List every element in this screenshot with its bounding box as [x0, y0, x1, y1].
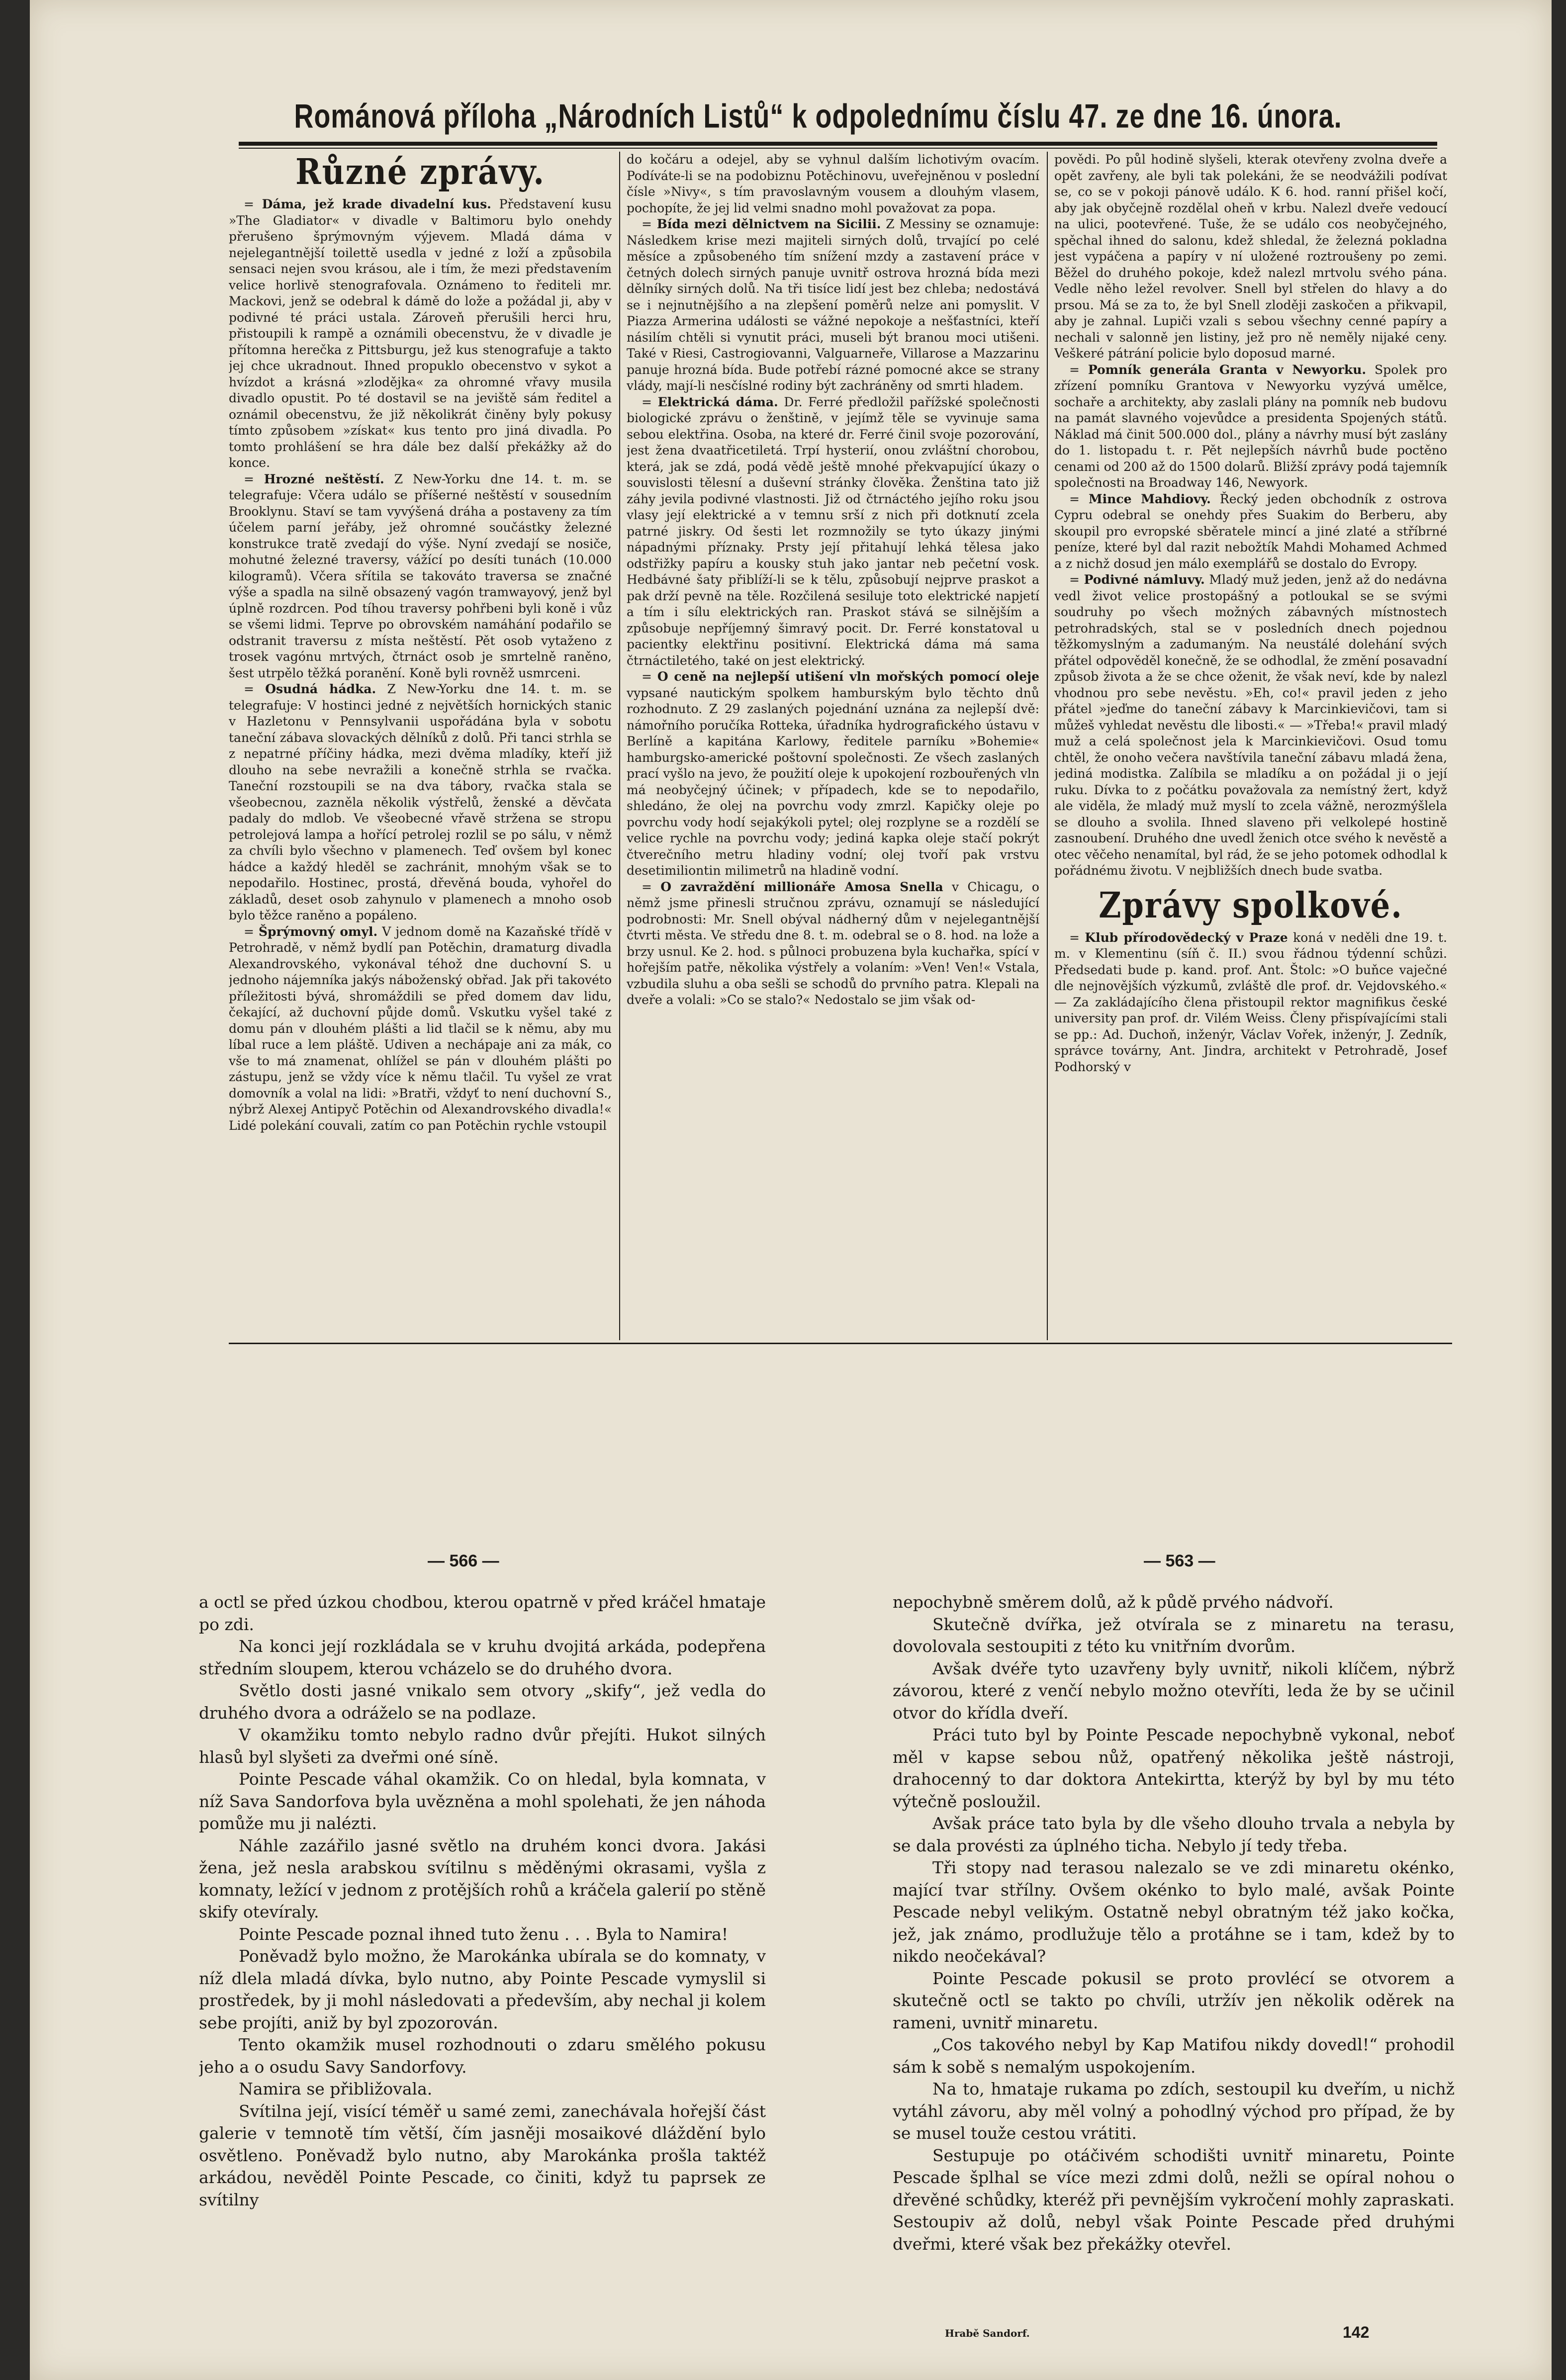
- news-item: [1054, 930, 1447, 1076]
- news-item: [229, 924, 612, 1134]
- item-dash: =: [1069, 362, 1088, 377]
- novel-paragraph: Poněvadž bylo možno, že Marokánka ubírala se do komnaty, v níž dlela mladá dívka, bylo nutno, aby Pointe Pescade vymyslil si prostředek, by ji mohl následovati a především, aby nechal ji kolem sebe projíti, aniž by byl zpozorován.: [199, 1946, 766, 2032]
- news-item: [229, 471, 612, 682]
- news-item-title: Šprýmovný omyl.: [259, 924, 378, 939]
- news-column-3: [1054, 152, 1447, 1340]
- novel-paragraph: „Cos takového nebyl by Kap Matifou nikdy dovedl!“ prohodil sám k sobě s nemalým uspokojením.: [893, 2035, 1455, 2077]
- novel-paragraph: Tři stopy nad terasou nalezalo se ve zdi minaretu okénko, mající tvar střílny. Ovšem okénko to bylo malé, avšak Pointe Pescade nebyl velikým. Ostatně nebyl obratným též jako kočka, jež, jak známo, prodlužuje tělo a protáhne se i tam, kdež by to nikdo neočekával?: [893, 1858, 1455, 1966]
- news-item-text: V jednom domě na Kazaňské třídě v Petrohradě, v němž bydlí pan Potěchin, dramaturg divadla Alexandrovského, vykonával téhož dne duchovní S. u jednoho nájemníka jakýs náboženský obřad. Jak při takovéto příležitosti bývá, shromáždili se před domem dav lidu, čekající, až duchovní půjde domů. Vskutku vyšel také z domu pán v dlouhém plášti a lid tlačil se k němu, aby mu líbal ruce a lem pláště. Udiven a nechápaje ani za mák, co vše to má znamenat, ohlížel se pán v dlouhém plášti po zástupu, jenž se vždy více k němu tlačil. Tu vyšel ze vrat domovník a volal na lidi: »Bratři, vždyť to není duchovní S., nýbrž Alexej Antipyč Potěchin od Alexandrovského divadla!« Lidé polekání couvali, zatím co pan Potěchin rychle vstoupil: [229, 924, 612, 1133]
- news-item: [229, 681, 612, 924]
- news-column-2: [627, 152, 1039, 1340]
- news-item-title: Klub přírodovědecký v Praze: [1085, 930, 1288, 945]
- news-item-title: Osudná hádka.: [265, 682, 376, 696]
- news-item-title: Pomník generála Granta v Newyorku.: [1088, 362, 1367, 377]
- news-item-text: povědi. Po půl hodině slyšeli, kterak otevřeny zvolna dveře a opět zavřeny, ale byli tak polekáni, že se neodvážili podívat se, co se v pokoji pánově událo. K 6. hod. ranní přišel kočí, aby jak obyčejně rozdělal oheň v krbu. Nalezl dveře vedoucí na ulici, pootevřené. Tuše, že se událo cos neobyčejného, spěchal ihned do salonu, kdež shledal, že železná pokladna jest vypáčena a papíry v ní uložené roztroušeny po zemi. Běžel do druhého pokoje, kdež nalezl mrtvolu svého pána. Vedle něho ležel revolver. Snell byl střelen do hlavy a do prsou. Má se za to, že byl Snell zloději zaskočen a přikvapil, aby je zahnal. Lupiči vzali s sebou všechny cenné papíry a nechali v salonně jen listiny, jež pro ně neměly nijaké ceny. Veškeré pátrání policie bylo doposud marné.: [1054, 152, 1447, 361]
- news-item-text: Představení kusu »The Gladiator« v divadle v Baltimoru bylo onehdy přerušeno šprýmovným výjevem. Mladá dáma v nejelegantnější toilettě usedla v jedné z loží a způsobila sensaci nejen svou krásou, ale i tím, že mezi představením velice horlivě stenografovala. Oznámeno to řediteli mr. Mackovi, jenž se odebral k dámě do lože a požádal ji, aby v podivné té práci ustala. Zároveň přerušili herci hru, přistoupili k rampě a oznámili obecenstvu, že v divadle je přítomna herečka z Pittsburgu, jež kus stenografuje a takto jej chce ukradnout. Ihned propuklo obecenstvo v sykot a hvízdot a krásná »zlodějka« za ohromné vřavy musila divadlo opustit. Po té dostavil se na jeviště sám ředitel a oznámil obecenstvu, že již několikrát činěny byly pokusy tímto způsobem »získat« kus tento pro jiná divadla. Po tomto prohlášení se hra dále bez další překážky až do konce.: [229, 197, 612, 470]
- item-dash: =: [642, 669, 657, 684]
- news-item-title: Dáma, jež krade divadelní kus.: [262, 197, 491, 211]
- column-divider: [619, 152, 620, 1340]
- news-item: [1054, 572, 1447, 879]
- news-item: [627, 152, 1039, 216]
- news-item-text: koná v neděli dne 19. t. m. v Klementinu (síň č. II.) svou řádnou týdenní schůzi. Předsedati bude p. kand. prof. Ant. Štolc: »O buňce vaječné dle nejnovějších výzkumů, zvláště dle prof. dr. Vejdovského.« — Za zakládajícího člena přistoupil rektor magnifikus české university pan prof. dr. Vilém Weiss. Členy přispívajícími stali se pp.: Ad. Duchoň, inženýr, Václav Vořek, inženýr, J. Zedník, správce továrny, Ant. Jindra, architekt v Petrohradě, Josef Podhorský v: [1054, 930, 1447, 1074]
- left-page-number: — 566 —: [428, 1552, 499, 1570]
- news-item-text: Spolek pro zřízení pomníku Grantova v Newyorku vyzývá umělce, sochaře a architekty, aby zaslali plány na pomník neb budovu na památ slavného vojevůdce a presidenta Spojených států. Náklad má činit 500.000 dol., plány a návrhy musí být zaslány do 1. listopadu t. r. Pět nejlepších návrhů bude poctěno cenami od 200 až do 1500 dolarů. Bližší zprávy podá tajemník společnosti na Broadway 146, Newyork.: [1054, 362, 1447, 490]
- novel-paragraph: Na to, hmataje rukama po zdích, sestoupil ku dveřím, u nichž vytáhl závoru, aby měl volný a pohodlný východ pro případ, že by se musel touže cestou vrátiti.: [893, 2079, 1455, 2143]
- novel-paragraph: Pointe Pescade váhal okamžik. Co on hledal, byla komnata, v níž Sava Sandorfova byla uvězněna a mohl spolehati, že jen náhoda pomůže mu ji nalézti.: [199, 1769, 766, 1833]
- news-item-text: vypsané nautickým spolkem hamburským bylo těchto dnů rozhodnuto. Z 29 zaslaných pojednání uznána za nejlepší dvě: námořního poručíka Rotteka, úřadníka hydrografického ústavu v Berlíně a kapitána Karlowy, ředitele parníku »Bohemie« hamburgsko-americké poštovní společnosti. Ze všech zaslaných prací vyšlo na jevo, že použití oleje k upokojení rozbouřených vln má neobyčejný účinek; v případech, kde se to nepodařilo, shledáno, že olej na povrchu vody zmrzl. Kapičky oleje po povrchu vody hodí sejakýkoli pytel; olej rozplyne se a rozdělí se velice rychle na povrchu vody; jediná kapka oleje stačí pokrýt čtverečního metru hladiny vodní; olej tvoří pak vrstvu desetimiliontin milimetrů na hladině vodní.: [627, 685, 1039, 878]
- news-item-text: Z Messiny se oznamuje: Následkem krise mezi majiteli sirných dolů, trvající po celé měsíce a způsobeného tím snížení mzdy a zastavení práce v četných dolech sirných panuje uvnitř ostrova hrozná bída mezi dělníky sirných dolů. Na tři tisíce lidí jest bez chleba; nedostává se i nejnutnějšího a na zlepšení poměrů nelze ani pomyslit. V Piazza Armerina události se vážné nepokoje a nešťastníci, kteří násilím chtěli si vynutit práci, museli být branou moci utišeni. Také v Riesi, Castrogiovanni, Valguarneře, Villarose a Mazzarinu panuje hrozná bída. Bude potřebí rázné pomocné akce se strany vlády, mají-li nesčíslné rodiny být zachráněny od smrti hladem.: [627, 217, 1039, 393]
- news-item: [627, 394, 1039, 669]
- novel-paragraph: a octl se před úzkou chodbou, kterou opatrně v před kráčel hmataje po zdi.: [199, 1592, 766, 1634]
- novel-paragraph: Práci tuto byl by Pointe Pescade nepochybně vykonal, neboť měl v kapse sebou nůž, opatřený několika ještě nástroji, drahocenný to dar doktora Antekirtta, kterýž by byl by mu této výtečně posloužil.: [893, 1725, 1455, 1811]
- novel-paragraph: Tento okamžik musel rozhodnouti o zdaru smělého pokusu jeho a o osudu Savy Sandorfovy.: [199, 2035, 766, 2077]
- novel-page-right: [893, 1591, 1455, 2307]
- novel-paragraph: nepochybně směrem dolů, až k půdě prvého nádvoří.: [893, 1592, 1334, 1612]
- novel-paragraph: Pointe Pescade poznal ihned tuto ženu . . . Byla to Namira!: [239, 1924, 729, 1944]
- news-item-title: Podivné námluvy.: [1084, 572, 1205, 587]
- news-column-1: [229, 152, 612, 1340]
- item-dash: =: [244, 924, 259, 939]
- novel-paragraph: Světlo dosti jasné vnikalo sem otvory „skify“, jež vedla do druhého dvora a odráželo se na podlaze.: [199, 1681, 766, 1723]
- column-divider: [1047, 152, 1048, 1340]
- item-dash: =: [1069, 930, 1085, 945]
- news-item-title: Bída mezi dělnictvem na Sicilii.: [656, 217, 881, 231]
- news-item-text: do kočáru a odejel, aby se vyhnul dalším lichotivým ovacím. Podíváte-li se na podobiznu Potěchinovu, uveřejněnou v poslední čísle »Nivy«, s tím pravoslavným vousem a dlouhým vlasem, pochopíte, že jej lid velmi snadno mohl považovat za popa.: [627, 152, 1039, 215]
- novel-page-left: [199, 1591, 766, 2337]
- item-dash: =: [1069, 572, 1084, 587]
- clubs-heading: Zprávy spolkové.: [1099, 884, 1403, 926]
- item-dash: =: [642, 217, 657, 231]
- novel-paragraph: Svítilna její, visící téměř u samé zemi, zanechávala hořejší část galerie v temnotě tím větší, čím jasněji mosaikové dláždění bylo osvětleno. Poněvadž bylo nutno, aby Marokánka prošla taktéž arkádou, nevěděl Pointe Pescade, co činiti, když tu paprsek ze svítilny: [199, 2101, 766, 2209]
- novel-paragraph: V okamžiku tomto nebylo radno dvůr přejíti. Hukot silných hlasů byl slyšeti za dveřmi oné síně.: [199, 1725, 766, 1767]
- section-rule: [229, 1343, 1452, 1344]
- item-dash: =: [1069, 491, 1089, 506]
- item-dash: =: [244, 682, 266, 696]
- news-item: [229, 196, 612, 471]
- news-item: [627, 669, 1039, 879]
- news-item-text: Z New-Yorku dne 14. t. m. se telegrafuje: Včera událo se příšerné neštěstí v sousedním Brooklynu. Staví se tam vyvýšená dráha a postaveny za tím účelem parní jeřáby, jež ohromné součástky železné konstrukce tratě zvedají do výše. Nyní zvedají se nosiče, mohutné železné traversy, vážící po desíti tunách (10.000 kilogramů). Včera sřítila se takováto traversa se značné výše a spadla na silně obsazený vagón tramwayový, jenž byl úplně rozdrcen. Pod tíhou traversy pohřbeni byli koně i vůz se všemi lidmi. Teprve po obrovském namáhání podařilo se odstranit traversu z místa neštěstí. Pět osob vytaženo z trosek vagónu mrtvých, čtrnáct osob je smrtelně raněno, šest utrpělo těžká poranění. Koně byli rovněž usmrceni.: [229, 471, 612, 680]
- news-item-title: Mince Mahdiovy.: [1089, 491, 1211, 506]
- news-item-text: v Chicagu, o němž jsme přinesli stručnou zprávu, oznamují se následující podrobnosti: Mr. Snell obýval nádherný dům v nejelegantnější čtvrti města. Ve středu dne 8. t. m. odebral se o 8. hod. na lože a brzy usnul. Ke 2. hod. s půlnoci probuzena byla kuchařka, spící v hořejším patře, několika výstřely a volaním: »Ven! Ven!« Vstala, vzbudila sluhu a oba sešli se schodů do prvního patra. Klepali na dveře a volali: »Co se stalo?« Nedostalo se jim však od-: [627, 879, 1039, 1007]
- news-item-title: O ceně na nejlepší utišení vln mořských pomocí oleje: [657, 669, 1039, 684]
- novel-paragraph: Náhle zazářilo jasné světlo na druhém konci dvora. Jakási žena, jež nesla arabskou svítilnu s měděnými okrasami, vyšla z komnaty, ležící v jednom z protějších rohů a kráčela galerií po stěně skify otevíraly.: [199, 1835, 766, 1922]
- news-heading: Různé zprávy.: [295, 152, 545, 193]
- news-item-text: Z New-Yorku dne 14. t. m. se telegrafuje: V hostinci jedné z největších hornických stanic v Hazletonu v Pennsylvanii uspořádána byla v sobotu taneční zábava slovackých dělníků z dolů. Při tanci strhla se z nepatrné příčiny hádka, mezi dvěma mladíky, kteří již dlouho na sebe nevražili a konečně strhla se rvačka. Taneční rozstoupili se na dva tábory, rvačka stala se všeobecnou, zazněla několik výstřelů, ženské a děvčata padaly do mdlob. Ve všeobecné vřavě stržena se stropu petrolejová lampa a hořící petrolej rozlil se po sálu, v němž za chvíli bylo všechno v plamenech. Teď ovšem byl konec hádce a každý hleděl se zachránit, mnohým však se to nepodařilo. Hostinec, prostá, dřevěná bouda, vyhořel do základů, deset osob zahynulo v plamenech a mnoho osob bylo těžce raněno a popáleno.: [229, 682, 612, 922]
- news-item: [1054, 152, 1447, 362]
- novel-paragraph: Na konci její rozkládala se v kruhu dvojitá arkáda, podepřena středním sloupem, kterou vcházelo se do druhého dvora.: [199, 1637, 766, 1678]
- news-item-title: Hrozné neštěstí.: [264, 471, 384, 486]
- newspaper-sheet: [30, 0, 1552, 2380]
- novel-paragraph: Avšak dvéře tyto uzavřeny byly uvnitř, nikoli klíčem, nýbrž závorou, které z venčí nebylo možno otevříti, leda že by se učinil otvor do křídla dveří.: [893, 1658, 1455, 1723]
- news-item-text: Dr. Ferré předložil pařížské společnosti biologické zprávu o ženštině, v jejímž těle se vyvinuje sama sebou elektřina. Osoba, na které dr. Ferré činil svoje pozorování, jest žena dvaatřicetiletá. Trpí hysterií, onou zvláštní chorobou, která, jak se zdá, podá vědě ještě mnohé překvapující úkazy o souvislosti tělesní a duševní stránky člověka. Ženština tato již záhy jevila podivné vlastnosti. Již od čtrnáctého jejího roku jsou vlasy její elektrické a v temnu srší z nich při dotknutí zcela patrné jiskry. Od šesti let rozmnožily se tyto úkazy jinými nápadnými příznaky. Prsty její přitahují lehká tělesa jako odstřižky papíru a kousky stuh jako jantar neb pečetní vosk. Hedbávné šaty přiblíží-li se k tělu, způsobují nejprve praskot a pak drží pevně na těle. Rozčilená sesiluje toto elektrické napjetí a tím i sílu elektrických ran. Praskot stává se silnějším a způsobuje nepříjemný šimravý pocit. Dr. Ferré konstatoval u pacientky elektřinu positivní. Elektrická dáma má sama čtrnáctiletého, také on jest elektrický.: [627, 394, 1039, 668]
- novel-paragraph: Pointe Pescade pokusil se proto provlécí se otvorem a skutečně octl se takto po chvíli, utržív jen několik oděrek na rameni, uvnitř minaretu.: [893, 1968, 1455, 2032]
- news-item: [627, 879, 1039, 1008]
- header-rule-thin: [239, 148, 1437, 149]
- news-item-text: Řecký jeden obchodník z ostrova Cypru odebral se onehdy přes Suakim do Berberu, aby skoupil pro evropské sběratele mincí a jiné zlaté a stříbrné peníze, které byl dal razit nebožtík Mahdi Mohamed Achmed a z nichž dosud jen málo exemplářů se dostalo do Evropy.: [1054, 491, 1447, 571]
- novel-paragraph: Namira se přibližovala.: [239, 2079, 433, 2099]
- news-item-title: O zavraždění millionáře Amosa Snella: [660, 879, 943, 894]
- right-page-number: — 563 —: [1144, 1552, 1215, 1570]
- novel-paragraph: Sestupuje po otáčivém schodišti uvnitř minaretu, Pointe Pescade šplhal se více mezi zdmi dolů, nežli se opíral nohou o dřevěné schůdky, kteréž při pevnějším vykročení mohly zapraskati. Sestoupiv až dolů, nebyl však Pointe Pescade před druhými dveřmi, které však bez překážky otevřel.: [893, 2145, 1455, 2254]
- page-title: Románová příloha „Národních Listů“ k odpolednímu číslu 47. ze dne 16. února.: [294, 97, 1342, 135]
- news-item: [627, 216, 1039, 394]
- news-item-title: Elektrická dáma.: [657, 394, 778, 409]
- novel-paragraph: Avšak práce tato byla by dle všeho dlouho trvala a nebyla by se dala provésti za úplného ticha. Nebylo jí tedy třeba.: [893, 1814, 1455, 1855]
- header-rule: [239, 142, 1437, 146]
- item-dash: =: [244, 197, 262, 211]
- item-dash: =: [642, 879, 661, 894]
- news-item: [1054, 362, 1447, 491]
- item-dash: =: [244, 471, 264, 486]
- sheet-number: 142: [1343, 2323, 1370, 2341]
- novel-paragraph: Skutečně dvířka, jež otvírala se z minaretu na terasu, dovolovala sestoupiti z této ku vnitřním dvorům.: [893, 1614, 1455, 1656]
- book-imprint: Hrabě Sandorf.: [945, 2327, 1030, 2339]
- item-dash: =: [642, 394, 658, 409]
- news-item-text: Mladý muž jeden, jenž až do nedávna vedl život velice prostopášný a potloukal se se svými soudruhy po všech možných zábavných místnostech petrohradských, stal se v posledních dnech pojednou těžkomyslným a zadumaným. Na neustálé dolehání svých přátel odpověděl konečně, že se odhodlal, že změní posavadní způsob života a že se chce oženit, že však neví, kde by nalezl vhodnou pro sebe nevěstu. »Eh, co!« pravil jeden z jeho přátel »jeďme do taneční zábavy k Marcinkievičovi, tam si můžeš vyhledat nevěstu dle libosti.« — »Třeba!« pravil mladý muž a celá společnost jela k Marcinkievičovi. Osud tomu chtěl, že onoho večera navštívila taneční zábavu mladá žena, jediná modistka. Zalíbila se mladíku a on požádal ji o její ruku. Dívka to z počátku považovala za nemístný žert, když ale viděla, že mladý muž myslí to zcela vážně, nerozmýšlela se dlouho a svolila. Ihned slaveno při velkolepé hostině zasnoubení. Druhého dne uvedl ženich otce svého k nevěstě a otec věčeho nenamítal, byl rád, že se jeho potomek odhodlal k pořádnému životu. V nejbližších dnech bude svatba.: [1054, 572, 1447, 878]
- news-item: [1054, 491, 1447, 572]
